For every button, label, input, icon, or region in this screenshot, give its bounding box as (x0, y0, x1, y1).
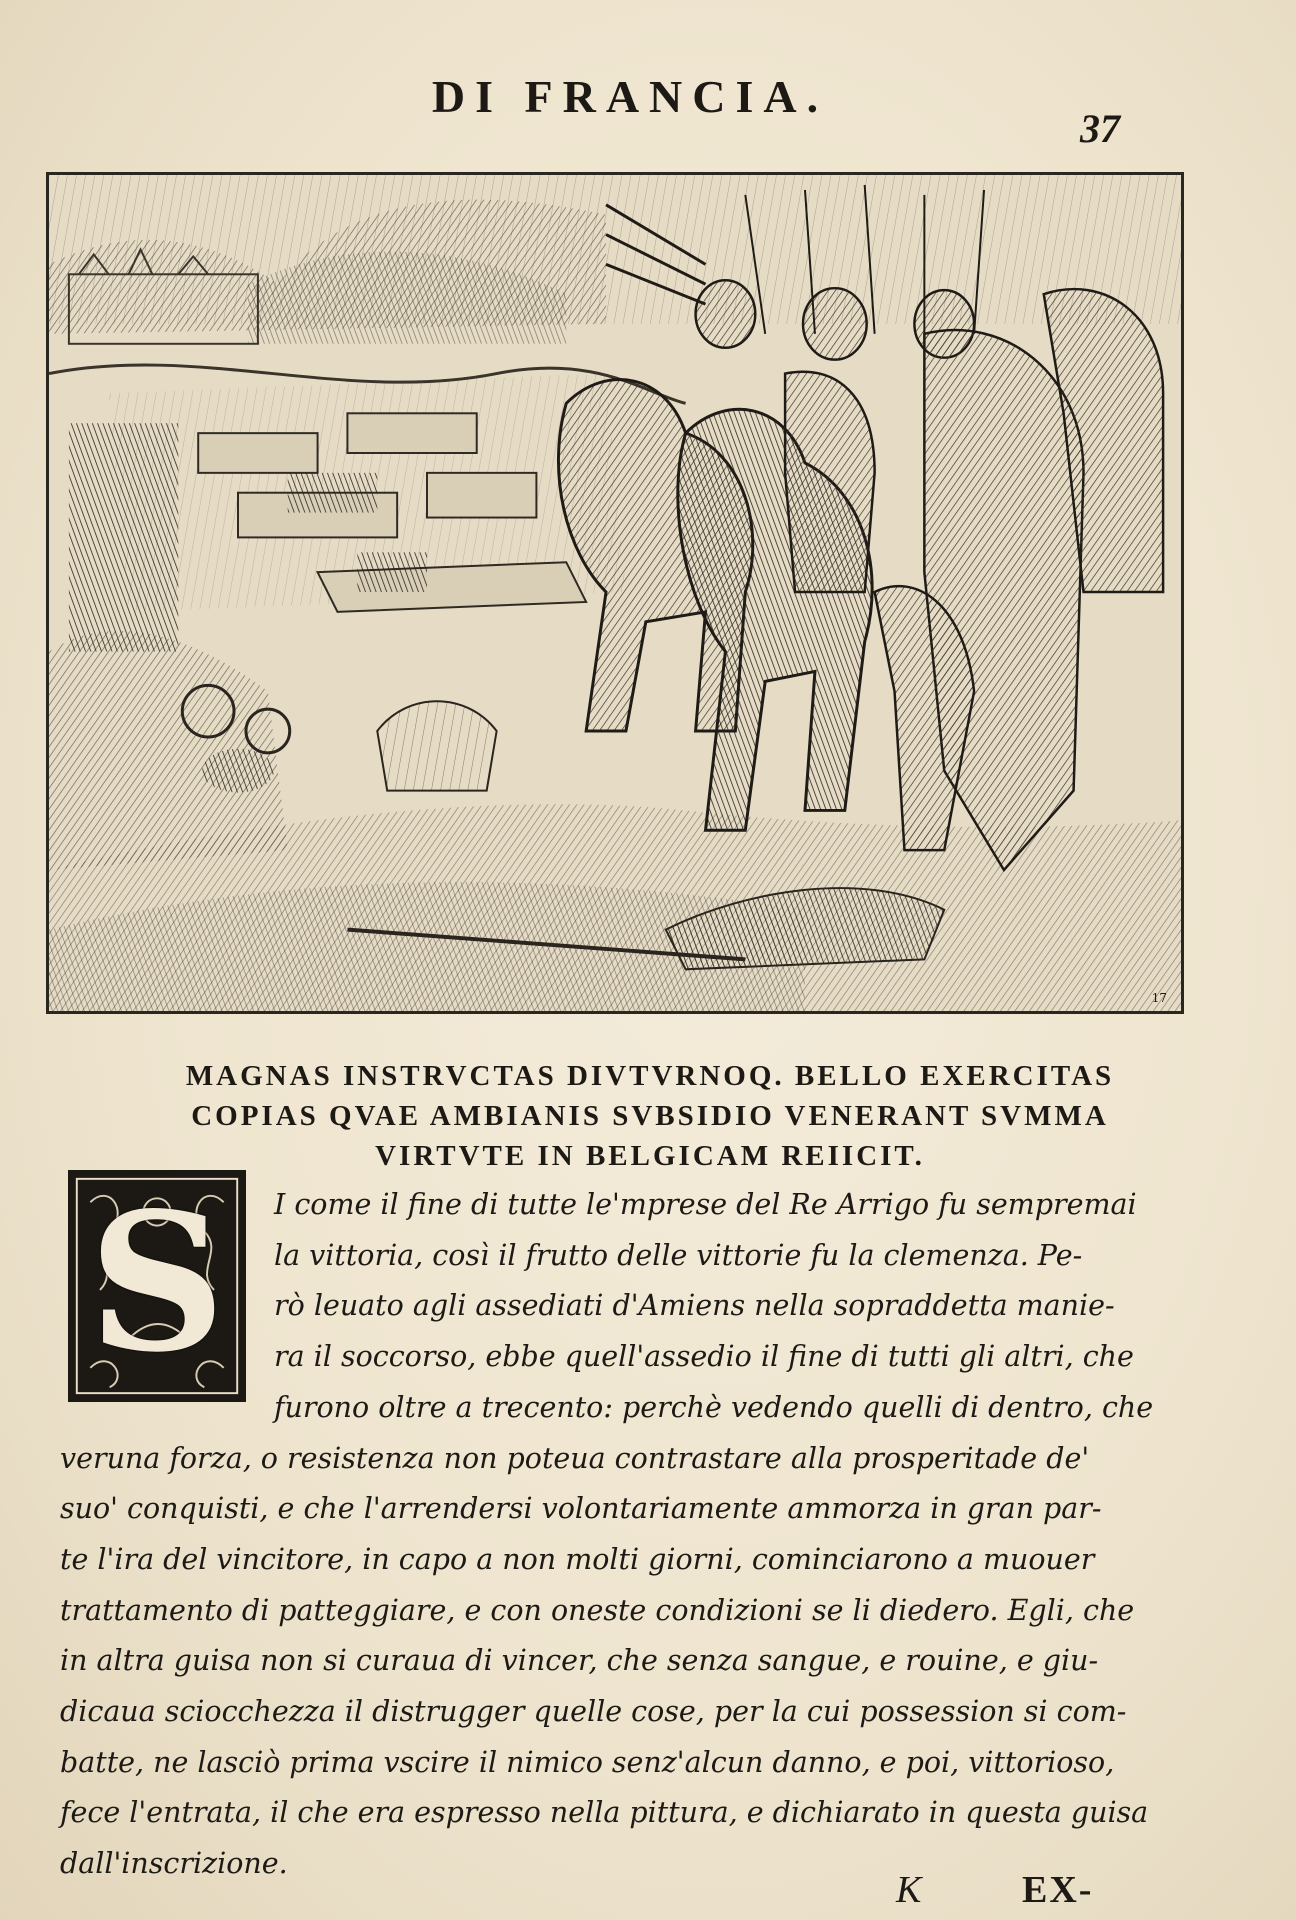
catchword: EX- (1022, 1869, 1094, 1911)
text-line: in altra guisa non si curaua di vincer, che senza sangue, e rouine, e giu- (60, 1644, 1099, 1678)
text-line: batte, ne lasciò prima vscire il nimico senz'alcun danno, e poi, vittorioso, (60, 1745, 1115, 1779)
initial-letter: S (88, 1171, 226, 1394)
caption-line: COPIAS QVAE AMBIANIS SVBSIDIO VENERANT SVMMA (191, 1100, 1109, 1132)
text-line: rò leuato agli assediati d'Amiens nella sopraddetta manie- (274, 1289, 1115, 1323)
text-line: dicaua sciocchezza il distrugger quelle cose, per la cui possession si com- (60, 1695, 1127, 1729)
text-line: trattamento di patteggiare, e con oneste condizioni se li diedero. Egli, che (60, 1593, 1135, 1627)
text-line: suo' conquisti, e che l'arrendersi volontariamente ammorza in gran par- (60, 1492, 1102, 1526)
text-line: dall'inscrizione. (60, 1847, 288, 1881)
text-line: te l'ira del vincitore, in capo a non molti giorni, cominciarono a muouer (60, 1542, 1095, 1576)
plate-number: 17 (1151, 991, 1167, 1005)
text-line: I come il fine di tutte le'mprese del Re Arrigo fu sempremai (274, 1188, 1137, 1221)
latin-caption (80, 1056, 1220, 1176)
body-paragraph (60, 1171, 1160, 1890)
caption-line: MAGNAS INSTRVCTAS DIVTVRNOQ. BELLO EXERCITAS (185, 1060, 1115, 1092)
signature-mark: K (896, 1869, 922, 1911)
page-title: DI FRANCIA. (431, 71, 829, 122)
text-line: veruna forza, o resistenza non poteua contrastare alla prosperitade de' (60, 1441, 1090, 1475)
text-line: ra il soccorso, ebbe quell'assedio il fine di tutti gli altri, che (274, 1340, 1134, 1374)
text-line: furono oltre a trecento: perchè vedendo quelli di dentro, che (274, 1390, 1154, 1424)
engraving-illustration (46, 172, 1184, 1014)
text-line: la vittoria, così il frutto delle vittorie fu la clemenza. Pe- (274, 1238, 1083, 1272)
battle-scene-engraving (49, 175, 1181, 1011)
caption-line: VIRTVTE IN BELGICAM REIICIT. (375, 1140, 925, 1172)
text-line: fece l'entrata, il che era espresso nella pittura, e dichiarato in questa guisa (60, 1796, 1149, 1830)
page-number: 37 (1080, 106, 1120, 151)
